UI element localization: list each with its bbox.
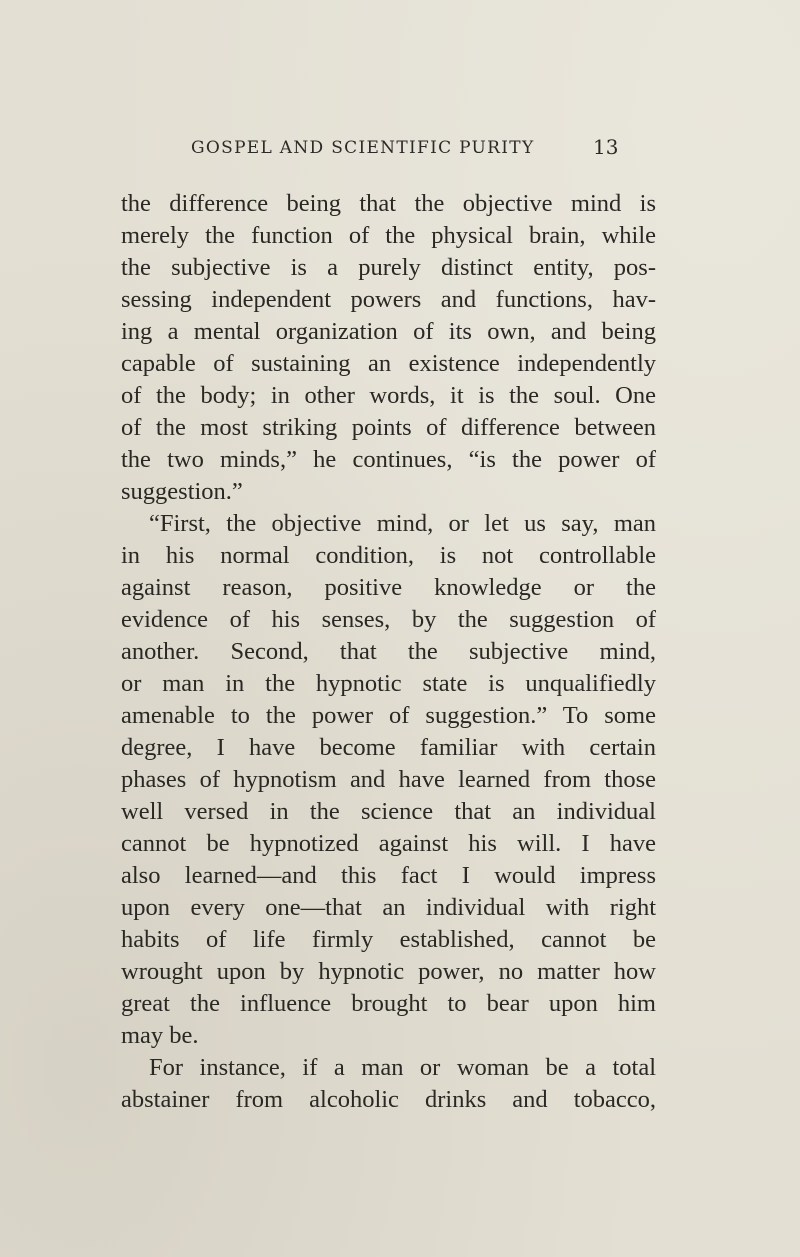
text-line: wrought upon by hypnotic power, no matter how	[121, 958, 656, 985]
text-line: of the most striking points of difference between	[121, 414, 656, 441]
text-line: suggestion.”	[121, 478, 243, 505]
text-line: degree, I have become familiar with certain	[121, 734, 656, 761]
text-line: “First, the objective mind, or let us say, man	[149, 510, 656, 537]
text-line: or man in the hypnotic state is unqualifiedly	[121, 670, 656, 697]
text-line: against reason, positive knowledge or the	[121, 574, 656, 601]
text-line: another. Second, that the subjective mind,	[121, 638, 656, 665]
text-line: merely the function of the physical brain, while	[121, 222, 656, 249]
text-line: phases of hypnotism and have learned from those	[121, 766, 656, 793]
text-line: ing a mental organization of its own, and being	[121, 318, 656, 345]
running-head	[0, 135, 800, 168]
text-line: evidence of his senses, by the suggestion of	[121, 606, 656, 633]
body-text	[121, 188, 656, 1116]
text-line: in his normal condition, is not controllable	[121, 542, 656, 569]
text-line: the difference being that the objective mind is	[121, 190, 656, 217]
text-line: also learned—and this fact I would impress	[121, 862, 656, 889]
running-head-title: GOSPEL AND SCIENTIFIC PURITY	[191, 138, 535, 158]
text-line: abstainer from alcoholic drinks and tobacco,	[121, 1086, 656, 1113]
text-line: may be.	[121, 1022, 199, 1049]
text-line: great the influence brought to bear upon him	[121, 990, 656, 1017]
text-line: of the body; in other words, it is the soul. One	[121, 382, 656, 409]
text-line: well versed in the science that an individual	[121, 798, 656, 825]
text-line: cannot be hypnotized against his will. I have	[121, 830, 656, 857]
text-line: amenable to the power of suggestion.” To some	[121, 702, 656, 729]
text-line: upon every one—that an individual with right	[121, 894, 656, 921]
text-line: habits of life firmly established, cannot be	[121, 926, 656, 953]
text-line: capable of sustaining an existence independently	[121, 350, 656, 377]
text-line: the subjective is a purely distinct entity, pos-	[121, 254, 656, 281]
text-line: the two minds,” he continues, “is the power of	[121, 446, 656, 473]
page-number: 13	[593, 135, 619, 159]
text-line: For instance, if a man or woman be a total	[149, 1054, 656, 1081]
text-line: sessing independent powers and functions, hav-	[121, 286, 656, 313]
